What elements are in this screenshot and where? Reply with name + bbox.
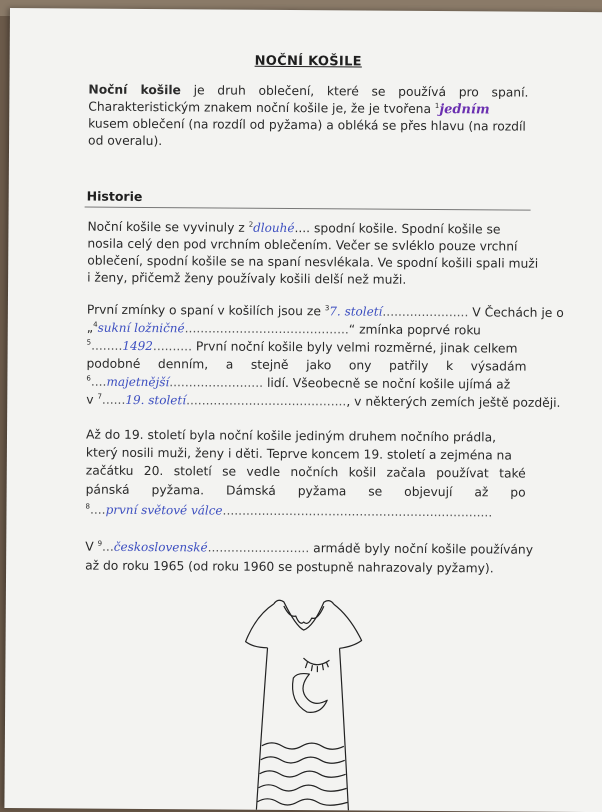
p2-line-5-b: lidí. Všeobecně se noční košile ujímá až [266,375,511,392]
footnote-8: 8 [85,502,91,511]
blank-dots: ......................................... [186,393,347,409]
p2-line-3-b: První noční košile byly velmi rozměrné, jinak celkem [195,339,518,356]
intro-line-2 [88,100,489,118]
intro-line-2-text: Charakteristickým znakem noční košile je, že je tvořena [88,99,432,117]
intro-line-3: kusem oblečení (na rozdíl od pyžama) a obléká se přes hlavu (na rozdíl [88,116,526,134]
answer-9: československé [113,539,208,555]
p2-line-6-a: v [86,392,94,407]
p1-line-1-a: Noční košile se vyvinuly z [87,219,245,235]
p1-line-2: nosila celý den pod vrchním oblečením. Večer se svléklo pouze vrchní [87,236,518,254]
answer-6: majetnější [106,374,170,390]
p2-line-6 [86,393,560,410]
blank-dots: .......................................... [184,321,349,337]
intro-term: Noční košile [88,82,181,98]
p2-line-5 [86,375,510,392]
p2-line-1 [87,303,564,320]
answer-7: 19. století [125,392,187,408]
p2-line-2-b: “ zmínka poprvé roku [348,322,481,338]
p3-line-2: který nosili muži, ženy i děti. Teprve koncem 19. století a zejména na [85,445,512,463]
section-heading: Historie [86,188,143,204]
blank-dots: .......... [152,339,193,354]
blank-dots: .... [90,374,107,389]
p3-line-6-b: armádě byly noční košile používány [313,541,534,557]
blank-dots: ... [102,539,114,554]
blank-dots: .......................... [207,540,310,556]
p2-line-2 [87,321,481,338]
footnote-7: 7 [97,392,102,401]
blank-dots: ..................................................................... [222,503,493,520]
answer-4: sukní ložničné [97,320,185,336]
page-title: NOČNÍ KOŠILE [254,53,362,70]
p3-line-6 [85,540,533,557]
p1-line-4: i ženy, přičemž ženy používaly košili delší než muži. [87,270,407,287]
blank-dots: ...... [101,392,126,407]
p3-line-1: Až do 19. století byla noční košile jediným druhem nočního prádla, [85,427,497,445]
p3-line-3: začátku 20. století se vedle nočních košil začala používat také [85,463,526,481]
footnote-6: 6 [86,374,91,383]
intro-line-1-text: je druh oblečení, které se používá pro spaní. [180,83,529,100]
footnote-5: 5 [86,338,92,347]
p2-line-6-b: , v některých zemích ještě později. [346,394,561,410]
worksheet-page [4,8,602,812]
p2-line-1-a: První zmínky o spaní v košilích jsou ze [86,302,321,319]
footnote-9: 9 [97,539,103,548]
answer-2: dlouhé [253,220,295,236]
nightgown-illustration [236,596,367,811]
blank-dots: ...................... [382,304,469,320]
answer-1: jedním [439,102,490,118]
p2-line-1-b: V Čechách je o [472,305,564,320]
p1-line-3: oblečení, spodní košile se na spaní nesvlékala. Ve spodní košili spali muži [87,253,539,271]
p2-line-3 [87,339,518,356]
intro-line-4: od overalu). [88,133,163,149]
footnote-4: 4 [93,320,98,329]
p3-line-5 [85,503,492,520]
blank-dots: .... [89,502,106,517]
footnote-2: 2 [248,220,254,229]
p2-line-4: podobné denním, a stejně jako ony patřily k výsadám [86,356,527,374]
p1-line-1 [87,220,500,237]
heading-underline [85,207,531,211]
open-quote: „ [86,320,94,335]
answer-3: 7. století [329,304,383,319]
p1-line-1-b: .... spodní košile. Spodní košile se [294,221,501,237]
footnote-1: 1 [434,101,440,111]
answer-8: první světové válce [105,502,223,518]
p3-line-4: pánská pyžama. Dámská pyžama se objevují až po [85,482,526,500]
answer-5: 1492 [122,338,153,354]
blank-dots: ........ [91,338,123,353]
p3-line-7: až do roku 1965 (od roku 1960 se postupně nahrazovaly pyžamy). [85,558,494,576]
blank-dots: ........................ [169,375,264,390]
p3-line-6-a: V [85,539,94,554]
intro-line-1 [88,83,528,100]
footnote-3: 3 [324,304,330,313]
